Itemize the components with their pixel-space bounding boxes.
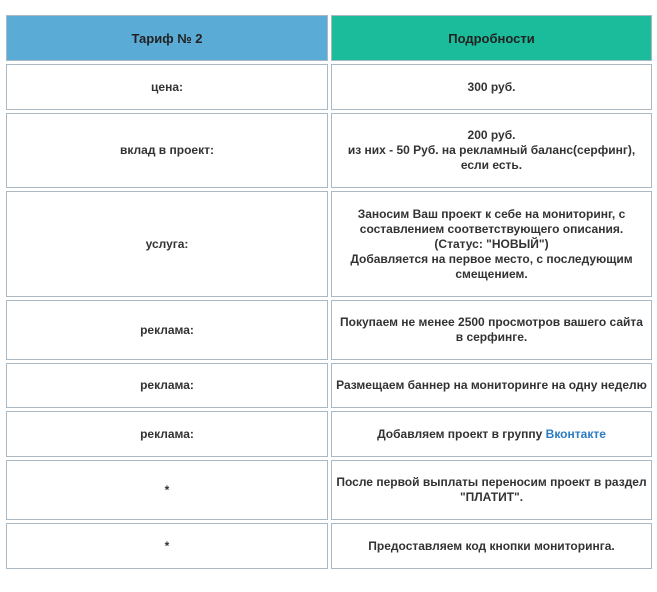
row-label: реклама:: [6, 300, 328, 360]
table-row: [6, 411, 652, 457]
table-row: [6, 191, 652, 297]
detail-line: Покупаем не менее 2500 просмотров вашего сайта в серфинге.: [340, 315, 643, 344]
row-details: [331, 113, 652, 188]
detail-line: Добавляется на первое место, с последующим смещением.: [350, 251, 633, 281]
row-details: [331, 300, 652, 360]
detail-line: Предоставляем код кнопки мониторинга.: [368, 538, 615, 553]
detail-line: После первой выплаты переносим проект в раздел "ПЛАТИТ".: [336, 475, 647, 504]
tariff-table: [3, 12, 655, 572]
header-details: Подробности: [331, 15, 652, 61]
detail-line: Размещаем баннер на мониторинге на одну неделю: [336, 378, 647, 392]
row-details: [331, 64, 652, 110]
table-row: [6, 363, 652, 408]
row-label: *: [6, 523, 328, 569]
table-header-row: [6, 15, 652, 61]
detail-text: Добавляем проект в группу: [377, 426, 543, 441]
detail-line: 200 руб.: [467, 128, 516, 142]
row-label: реклама:: [6, 411, 328, 457]
row-label: цена:: [6, 64, 328, 110]
row-details: [331, 523, 652, 569]
row-label: *: [6, 460, 328, 520]
detail-line: Заносим Ваш проект к себе на мониторинг, с составлением соответствующего описания.(Статус: "НОВЫЙ"): [357, 206, 626, 251]
table-row: [6, 64, 652, 110]
row-details: [331, 191, 652, 297]
table-row: [6, 523, 652, 569]
header-tariff: Тариф № 2: [6, 15, 328, 61]
row-details: [331, 363, 652, 408]
row-label: реклама:: [6, 363, 328, 408]
table-row: [6, 460, 652, 520]
table-row: [6, 300, 652, 360]
row-label: услуга:: [6, 191, 328, 297]
detail-line: из них - 50 Руб. на рекламный баланс(серфинг), если есть.: [347, 143, 636, 172]
row-label: вклад в проект:: [6, 113, 328, 188]
table-row: [6, 113, 652, 188]
row-details: [331, 411, 652, 457]
detail-line: 300 руб.: [467, 79, 516, 94]
row-details: [331, 460, 652, 520]
vkontakte-link[interactable]: Вконтакте: [545, 426, 606, 441]
